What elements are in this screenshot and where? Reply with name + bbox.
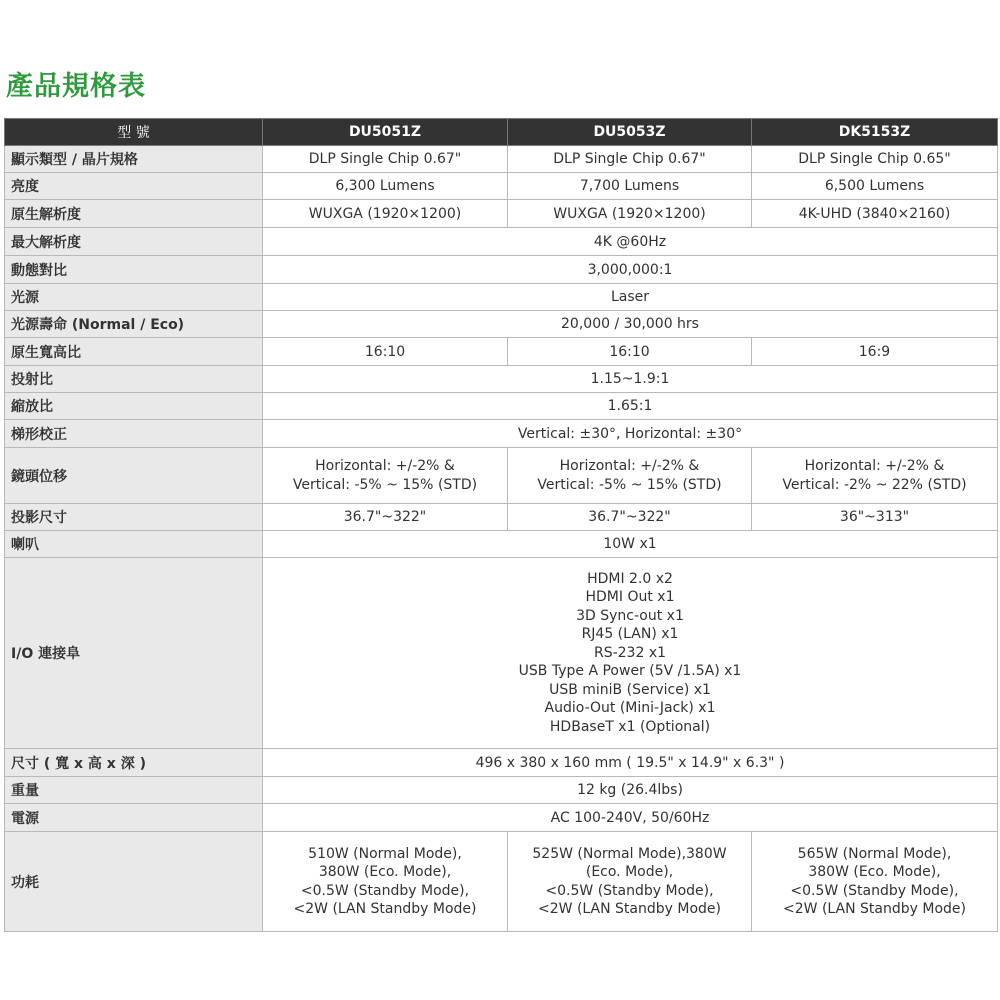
cell-value: 6,300 Lumens: [263, 173, 508, 200]
table-row: [5, 256, 998, 284]
row-label: 電源: [5, 804, 263, 832]
row-label: 縮放比: [5, 393, 263, 420]
cell-value: [752, 448, 998, 504]
io-item: Audio-Out (Mini-Jack) x1: [544, 700, 716, 717]
row-label: 原生解析度: [5, 200, 263, 228]
cell-line: 525W (Normal Mode),380W: [532, 845, 727, 862]
table-row: [5, 558, 998, 749]
cell-line: <2W (LAN Standby Mode): [293, 901, 477, 917]
cell-value: 16:10: [263, 338, 508, 366]
io-item: 3D Sync-out x1: [576, 607, 684, 624]
io-item: HDBaseT x1 (Optional): [549, 718, 711, 735]
table-row: [5, 804, 998, 832]
row-label: 投射比: [5, 366, 263, 393]
table-row: [5, 531, 998, 558]
cell-value: [508, 448, 752, 504]
cell-value: 4K-UHD (3840×2160): [752, 200, 998, 228]
cell-line: Horizontal: +/-2% &: [559, 458, 700, 474]
table-row: [5, 338, 998, 366]
cell-line: 380W (Eco. Mode),: [318, 864, 452, 880]
io-list: [263, 558, 998, 749]
table-row: [5, 749, 998, 777]
row-label: 光源: [5, 284, 263, 311]
cell-line: (Eco. Mode),: [585, 864, 674, 880]
cell-value: 1.65:1: [263, 393, 998, 420]
cell-value: [263, 448, 508, 504]
table-row: [5, 420, 998, 448]
table-row: [5, 832, 998, 932]
model-du5053z: DU5053Z: [508, 119, 752, 146]
cell-line: 380W (Eco. Mode),: [808, 864, 941, 880]
header-label: 型 號: [5, 119, 263, 146]
cell-value: AC 100-240V, 50/60Hz: [263, 804, 998, 832]
cell-value: 36.7"~322": [508, 504, 752, 531]
cell-line: <0.5W (Standby Mode),: [545, 882, 714, 899]
row-label: 最大解析度: [5, 228, 263, 256]
io-item: USB miniB (Service) x1: [549, 681, 711, 698]
cell-value: [263, 832, 508, 932]
table-row: [5, 366, 998, 393]
table-row: [5, 777, 998, 804]
cell-value: WUXGA (1920×1200): [263, 200, 508, 228]
cell-line: <0.5W (Standby Mode),: [790, 882, 959, 899]
cell-value: DLP Single Chip 0.65": [752, 146, 998, 173]
model-du5051z: DU5051Z: [263, 119, 508, 146]
row-label: 重量: [5, 777, 263, 804]
cell-line: 565W (Normal Mode),: [797, 845, 952, 862]
spec-table: [4, 118, 998, 932]
cell-value: 36.7"~322": [263, 504, 508, 531]
table-row: [5, 200, 998, 228]
table-row: [5, 504, 998, 531]
cell-value: [752, 832, 998, 932]
row-label: 喇叭: [5, 531, 263, 558]
cell-value: 20,000 / 30,000 hrs: [263, 311, 998, 338]
row-label: 鏡頭位移: [5, 448, 263, 504]
row-label: 梯形校正: [5, 420, 263, 448]
table-row: [5, 448, 998, 504]
cell-value: [508, 832, 752, 932]
cell-line: 510W (Normal Mode),: [308, 845, 462, 862]
table-row: [5, 393, 998, 420]
cell-value: 16:9: [752, 338, 998, 366]
table-row: [5, 228, 998, 256]
cell-value: 1.15~1.9:1: [263, 366, 998, 393]
cell-value: 4K @60Hz: [263, 228, 998, 256]
table-row: [5, 311, 998, 338]
cell-line: Vertical: -5% ~ 15% (STD): [537, 476, 722, 493]
row-label: 光源壽命 (Normal / Eco): [5, 311, 263, 338]
row-label: 動態對比: [5, 256, 263, 284]
row-label: 顯示類型 / 晶片規格: [5, 146, 263, 173]
cell-line: <2W (LAN Standby Mode): [783, 901, 966, 917]
io-item: RJ45 (LAN) x1: [581, 626, 679, 643]
page-title: 產品規格表: [6, 71, 146, 102]
cell-value: Vertical: ±30°, Horizontal: ±30°: [263, 420, 998, 448]
row-label: 亮度: [5, 173, 263, 200]
row-label: 功耗: [5, 832, 263, 932]
cell-line: Horizontal: +/-2% &: [804, 458, 945, 474]
cell-line: Horizontal: +/-2% &: [315, 458, 455, 474]
cell-line: <0.5W (Standby Mode),: [300, 882, 470, 899]
cell-value: 36"~313": [752, 504, 998, 531]
row-label: I/O 連接阜: [5, 558, 263, 749]
cell-value: 496 x 380 x 160 mm ( 19.5" x 14.9" x 6.3" ): [263, 749, 998, 777]
io-item: RS-232 x1: [593, 644, 667, 661]
table-row: [5, 173, 998, 200]
cell-line: Vertical: -2% ~ 22% (STD): [782, 476, 967, 493]
cell-value: 10W x1: [263, 531, 998, 558]
cell-value: 3,000,000:1: [263, 256, 998, 284]
cell-value: 16:10: [508, 338, 752, 366]
row-label: 投影尺寸: [5, 504, 263, 531]
model-dk5153z: DK5153Z: [752, 119, 998, 146]
table-header-row: [5, 119, 998, 146]
io-item: HDMI 2.0 x2: [587, 570, 673, 587]
row-label: 原生寬高比: [5, 338, 263, 366]
cell-value: Laser: [263, 284, 998, 311]
cell-value: 12 kg (26.4lbs): [263, 777, 998, 804]
cell-value: 6,500 Lumens: [752, 173, 998, 200]
cell-value: WUXGA (1920×1200): [508, 200, 752, 228]
cell-line: Vertical: -5% ~ 15% (STD): [292, 476, 478, 493]
io-item: USB Type A Power (5V /1.5A) x1: [518, 663, 742, 680]
cell-line: <2W (LAN Standby Mode): [538, 901, 721, 917]
io-item: HDMI Out x1: [585, 589, 675, 606]
table-row: [5, 146, 998, 173]
row-label: 尺寸 ( 寬 x 高 x 深 ): [5, 749, 263, 777]
cell-value: DLP Single Chip 0.67": [263, 146, 508, 173]
cell-value: DLP Single Chip 0.67": [508, 146, 752, 173]
table-row: [5, 284, 998, 311]
cell-value: 7,700 Lumens: [508, 173, 752, 200]
